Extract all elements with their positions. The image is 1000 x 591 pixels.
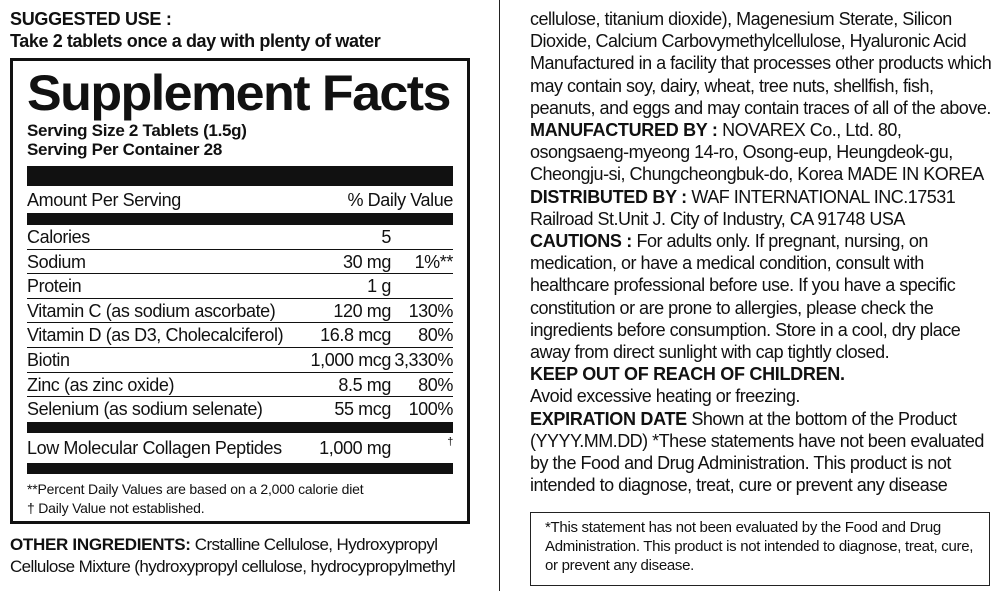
facts-header-row [27, 186, 453, 214]
nutrient-name: Selenium (as sodium selenate) [27, 399, 263, 420]
facts-footnotes [27, 480, 453, 518]
nutrient-row [27, 225, 453, 250]
other-ingredients-label: OTHER INGREDIENTS: [10, 535, 191, 554]
nutrient-row [27, 250, 453, 275]
supplement-facts-title: Supplement Facts [27, 65, 450, 121]
suggested-use-section [10, 8, 480, 52]
medium-divider [27, 214, 453, 225]
cautions-label: CAUTIONS : [530, 231, 632, 252]
nutrient-amount: 30 mg [342, 251, 391, 272]
keep-out-warning [530, 363, 992, 385]
distributed-by-label: DISTRIBUTED BY : [530, 186, 687, 207]
nutrient-row [27, 397, 453, 422]
footnote-percent-dv: **Percent Daily Values are based on a 2,000 calorie diet [27, 480, 364, 497]
daily-value-label: % Daily Value [347, 190, 453, 210]
manufacturer-info [530, 119, 992, 186]
serving-size: Serving Size 2 Tablets (1.5g) [27, 121, 247, 140]
manufactured-by-label: MANUFACTURED BY : [530, 120, 718, 141]
collagen-amount: 1,000 mg [319, 437, 391, 458]
nutrient-name: Vitamin C (as sodium ascorbate) [27, 300, 276, 321]
expiration-text: Shown at the bottom of the Product (YYYY.MM.DD) *These statements have not been evaluated by the Food and Drug Administration. This product is not intended to diagnose, treat, cure or prevent any disease [530, 408, 984, 496]
other-ingredients [10, 534, 480, 578]
nutrient-amount: 16.8 mcg [320, 325, 391, 346]
fda-disclaimer-box: *This statement has not been evaluated by the Food and Drug Administration. This product is not intended to diagnose, treat, cure, or prevent any disease. [530, 512, 990, 586]
cautions-info [530, 230, 992, 363]
other-ingredients-text: Crstalline Cellulose, Hydroxypropyl Cellulose Mixture (hydroxypropyl cellulose, hydrocypropylmethyl [10, 535, 456, 576]
distributor-info [530, 186, 992, 230]
nutrient-amount: 55 mcg [334, 399, 391, 420]
keep-out-text: KEEP OUT OF REACH OF CHILDREN. [530, 364, 845, 385]
nutrient-amount: 5 [381, 227, 391, 247]
nutrient-row [27, 348, 453, 373]
nutrient-name: Zinc (as zinc oxide) [27, 374, 175, 395]
amount-per-serving-label: Amount Per Serving [27, 190, 181, 210]
medium-divider [27, 422, 453, 433]
footnote-dv-not-established: † Daily Value not established. [27, 499, 205, 516]
collagen-row: Low Molecular Collagen Peptides 1,000 mg † [27, 433, 453, 463]
avoid-heat-text: Avoid excessive heating or freezing. [530, 386, 800, 407]
nutrient-dv: 100% [408, 399, 453, 420]
cautions-text: For adults only. If pregnant, nursing, on medication, or have a medical condition, consult with healthcare professional before use. If you have a specific constitution or are prone to allergies, please check the ingredients before consumption. Store in a cool, dry place away from direct sunlight with cap tightly closed. [530, 231, 961, 363]
nutrient-row [27, 323, 453, 348]
nutrient-row [27, 373, 453, 398]
expiration-label: EXPIRATION DATE [530, 408, 687, 429]
servings-per-container: Serving Per Container 28 [27, 140, 222, 159]
nutrient-name: Calories [27, 227, 90, 247]
expiration-info [530, 408, 992, 497]
nutrient-dv: 3,330% [394, 349, 453, 370]
nutrient-name: Protein [27, 276, 82, 297]
medium-divider [27, 463, 453, 474]
nutrient-name: Vitamin D (as D3, Cholecalciferol) [27, 325, 284, 346]
nutrient-dv: 80% [418, 325, 453, 346]
nutrient-amount: 1,000 mcg [310, 349, 391, 370]
nutrient-row [27, 299, 453, 324]
supplement-facts-panel [10, 58, 470, 524]
suggested-use-text: Take 2 tablets once a day with plenty of water [10, 31, 381, 51]
nutrient-amount: 8.5 mg [338, 374, 391, 395]
collagen-name: Low Molecular Collagen Peptides [27, 437, 282, 458]
suggested-use-title: SUGGESTED USE : [10, 9, 172, 29]
nutrient-amount: 1 g [367, 276, 391, 297]
thick-divider [27, 166, 453, 186]
nutrient-name: Sodium [27, 251, 86, 272]
nutrient-row [27, 274, 453, 299]
distributed-by-text: WAF INTERNATIONAL INC.17531 Railroad St.Unit J. City of Industry, CA 91748 USA [530, 186, 956, 229]
nutrient-dv: 130% [408, 300, 453, 321]
nutrient-dv: 1%** [414, 251, 453, 272]
nutrient-dv: 80% [418, 374, 453, 395]
manufactured-by-text: NOVAREX Co., Ltd. 80, osongsaeng-myeong 14-ro, Osong-eup, Heungdeok-gu, Cheongju-si, Chungcheongbuk-do, Korea MADE IN KOREA [530, 120, 984, 185]
nutrient-name: Biotin [27, 349, 70, 370]
label-info-column [530, 8, 992, 496]
nutrient-amount: 120 mg [333, 300, 391, 321]
column-divider [499, 0, 500, 591]
ingredients-continued: cellulose, titanium dioxide), Magenesium Sterate, Silicon Dioxide, Calcium Carbovymethylcellulose, Hyaluronic Acid Manufactured in a facility that processes other products which may contain soy, dairy, wheat, tree nuts, shellfish, fish, peanuts, and eggs and may contain traces of all of the above. [530, 9, 992, 118]
